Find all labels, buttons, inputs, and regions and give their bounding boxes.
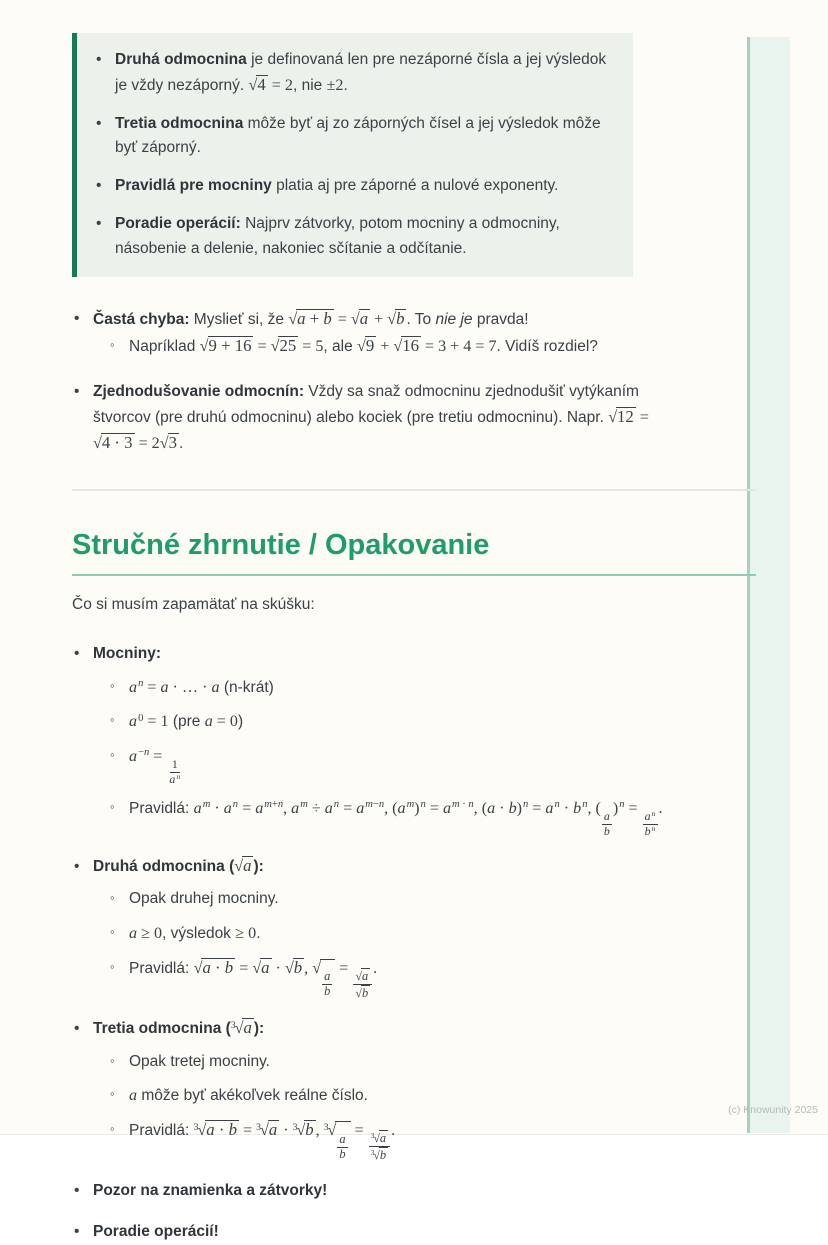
summary-item-head: • Druhá odmocnina (√a ): <box>93 855 264 875</box>
summary-sub-list <box>93 1050 756 1163</box>
summary-sub-item: ◦ a môže byť akékoľvek reálne číslo. <box>110 1083 756 1109</box>
fraction <box>353 968 372 1001</box>
square-root: √a + b <box>288 308 332 328</box>
square-root: √4 · 3 <box>93 432 133 452</box>
square-root: √a <box>234 855 252 875</box>
square-root: √4 <box>248 74 266 94</box>
square-root: √3 <box>159 432 177 452</box>
square-root: √12 <box>608 406 634 426</box>
summary-sub-item: ◦ $a^{-n}$ = $\frac{1}{a^n}$ <box>110 744 756 787</box>
key-points-callout <box>72 33 633 277</box>
summary-item <box>74 642 756 839</box>
cube-root: $^3$√b <box>292 1120 314 1140</box>
square-root: √a <box>355 969 369 984</box>
fraction: $\frac{1}{a^n}$ <box>169 757 181 787</box>
summary-item-head: • Mocniny: <box>93 644 162 662</box>
square-root: √b <box>355 986 369 1001</box>
cube-root: $^3$√a <box>370 1131 387 1146</box>
fraction <box>369 1130 390 1163</box>
summary-sub-list <box>93 887 756 1000</box>
fraction: $\frac{a^n}{b^n}$ <box>644 808 656 838</box>
summary-sub-item: ◦ a ≥ 0, výsledok ≥ 0. <box>110 921 756 947</box>
callout-item: • Druhá odmocnina je definovaná len pre nezáporné čísla a jej výsledok je vždy nezáporný. √4 = 2, nie ±2. <box>93 48 609 99</box>
summary-sub-item: ◦ Opak druhej mocniny. <box>110 887 756 912</box>
note-item <box>74 307 652 361</box>
summary-sub-item: ◦ Pravidlá: $a^m \cdot a^n = a^{m+n}$, $a^m \div a^n = a^{m-n}$, $(a^m)^n = a^{m \cdot n}$, $(a \cdot b)^n = a^n \cdot b^n$, ( $\frac{a}{b}$ )$^n$ = $\frac{a^n}{b^n}$ . <box>110 796 756 839</box>
square-root: √25 <box>270 336 297 356</box>
summary-item-head: • Tretia odmocnina ($^3$√a ): <box>93 1017 265 1037</box>
summary-item-head: • Pozor na znamienka a zátvorky! <box>93 1182 328 1200</box>
cube-root: $^3$√a · b <box>193 1120 237 1140</box>
square-root: √a · b <box>193 958 234 978</box>
callout-item: • Poradie operácií: Najprv zátvorky, potom mocniny a odmocniny, násobenie a delenie, nakoniec sčítanie a odčítanie. <box>93 212 609 262</box>
square-root: √a <box>350 308 369 328</box>
copyright-watermark: (c) Knowunity 2025 <box>728 1104 818 1116</box>
square-root: √b <box>284 958 303 978</box>
note-sub-list <box>93 334 652 360</box>
summary-sub-item: ◦ $a^n = a$ · … · a (n-krát) <box>110 675 756 701</box>
note-item <box>74 380 652 456</box>
fraction: $\frac{a}{b}$ <box>339 1131 346 1161</box>
callout-item: • Tretia odmocnina môže byť aj zo záporných čísel a jej výsledok môže byť záporný. <box>93 112 609 162</box>
square-root: √16 <box>393 336 419 356</box>
summary-sub-item: ◦ Pravidlá: √a · b = √a · √b , √ $\frac{a}{b}$ = $\frac{√a}{√b}$ . <box>110 956 756 1001</box>
section-divider <box>72 489 756 491</box>
note-text: • Častá chyba: Myslieť si, že √a + b = √a + √b . To nie je pravda! <box>93 308 529 328</box>
cube-root: $^3$√ $\frac{a}{b}$ <box>324 1121 351 1161</box>
summary-sub-item: ◦ Pravidlá: $^3$√a · b = $^3$√a · $^3$√b , $^3$√ $\frac{a}{b}$ = $\frac{^3√a}{^3√b}$ . <box>110 1118 756 1163</box>
section-heading: Stručné zhrnutie / Opakovanie <box>72 529 756 576</box>
summary-sub-item: ◦ $a^0 = 1$ (pre a = 0) <box>110 709 756 735</box>
fraction: $\frac{a}{b}$ <box>603 809 610 838</box>
summary-sub-item: ◦ Opak tretej mocniny. <box>110 1050 756 1075</box>
summary-item <box>74 1179 756 1204</box>
fraction: $\frac{a}{b}$ <box>324 969 331 999</box>
callout-list <box>93 48 609 262</box>
cube-root: $^3$√a <box>230 1017 252 1037</box>
cube-root: $^3$√b <box>370 1148 387 1163</box>
summary-sub-list <box>93 675 756 839</box>
summary-list <box>74 642 756 1245</box>
notes-list <box>74 307 652 457</box>
note-text: • Zjednodušovanie odmocnín: Vždy sa snaž odmocninu zjednodušiť vytýkaním štvorcov (pre druhú odmocninu) alebo kociek (pre tretiu odmocninu). Napr. √12 = √4 · 3 = 2√3 . <box>93 383 649 452</box>
cube-root: $^3$√a <box>256 1120 278 1140</box>
square-root: √a <box>252 958 270 978</box>
square-root: √ $\frac{a}{b}$ <box>312 959 335 999</box>
square-root: √9 <box>357 336 375 356</box>
summary-item <box>74 1220 756 1245</box>
summary-item <box>74 855 756 1001</box>
summary-item <box>74 1017 756 1163</box>
note-sub-item: ◦ Napríklad √9 + 16 = √25 = 5, ale √9 + √16 = 3 + 4 = 7. Vidíš rozdiel? <box>110 334 652 360</box>
square-root: √9 + 16 <box>199 336 252 356</box>
summary-item-head: • Poradie operácií! <box>93 1222 219 1240</box>
square-root: √b <box>387 308 405 328</box>
section-intro: Čo si musím zapamätať na skúšku: <box>72 595 315 613</box>
callout-item: • Pravidlá pre mocniny platia aj pre záporné a nulové exponenty. <box>93 174 609 199</box>
